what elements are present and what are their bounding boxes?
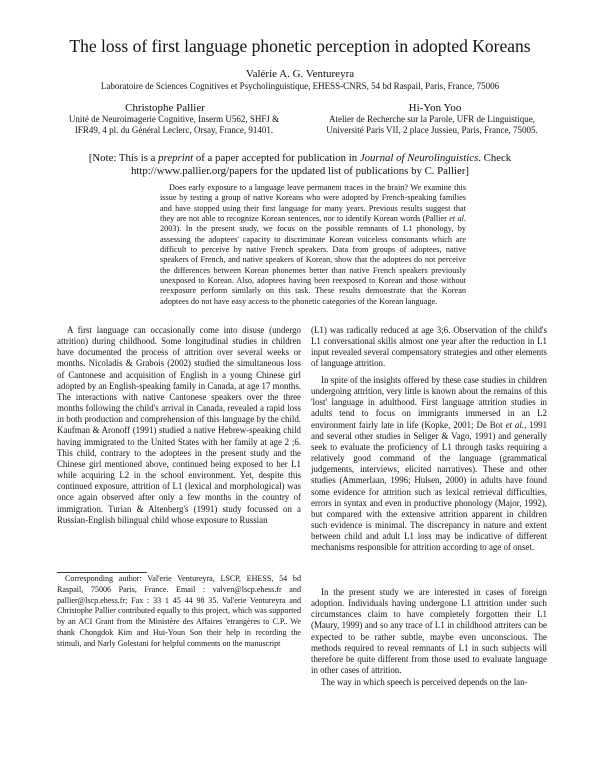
note-line-2: http://www.pallier.org/papers for the updated list of publications by C. Pallier] — [131, 164, 469, 177]
para2-text-2: , 1991 and several other studies in Seliger & Vago, 1991) and generally seek to evaluate the proficiency of L1 through tasks requiring a relatively good command of the language (grammatical judgements, interviews, elicited narratives). These and other studies (Ammerlaan, 1996; Hulsen, 2000) in adults have found some evidence for attrition such as lexical retrieval difficulties, errors in syntax and even in productive phonology (Major, 1992), but compared with the extensive attrition apparent in children such evidence is minimal. The discrepancy in nature and extent between child and adult L1 loss may be indicative of different mechanisms responsible for attrition according to age of onset. — [311, 419, 547, 553]
affiliation-unicog-line2: IFR49, 4 pl. du Général Leclerc, Orsay, France, 91401. — [74, 125, 274, 136]
author-yoo: Hi-Yon Yoo — [408, 102, 462, 114]
abstract-text-2: 2003). In the present study, we focus on the possible remnants of L1 phonology, by assessing the adoptees' capacity to discriminate Korean voiceless consonants which are difficult to perceive by native French speakers. Data from groups of adoptees, native speakers of French, and native speakers of Korean, show that the adoptees do not perceive the differences between Korean phonemes better than native French speakers previously unexposed to Korean. Also, adoptees having been reexposed to Korean and those without reexposure perform similarly on this task. These results demonstrate that the Korean adoptees do not have easy access to the phonetic categories of the Korean language. — [160, 224, 466, 306]
footnote-rule — [57, 572, 147, 573]
affiliation-arp-line1: Atelier de Recherche sur la Parole, UFR de Linguistique, — [329, 114, 535, 124]
affiliation-lscp: Laboratoire de Sciences Cognitives et Psycholinguistique, EHESS-CNRS, 54 bd Raspail, Paris, France, 75006 — [100, 81, 500, 91]
paper-title: The loss of first language phonetic perception in adopted Koreans — [69, 36, 531, 56]
footnote: Corresponding author: Val'erie Ventureyra, LSCP, EHESS, 54 bd Raspail, 75006 Paris, France. Email : valven@lscp.ehess.fr and pallier@lscp.ehess.fr; Fax : 33 1 45 44 98 35. Val'erie Ventureyra and Christophe Pallier contributed equally to this project, which was supported by an ACI Grant from the Ministère des Affaires 'etrangères to C.P.. We thank Chongdok Kim and Hui-Youn Son their help in recording the stimuli, and Narly Golestani for helpful comments on the manuscript — [57, 574, 301, 648]
author-ventureyra: Valérie A. G. Ventureyra — [245, 68, 355, 80]
para2-etal: et al. — [505, 419, 525, 430]
abstract — [160, 183, 466, 307]
abstract-etal: et al. — [449, 214, 467, 224]
affiliation-unicog-line1: Unité de Neuroimagerie Cognitive, Inserm U562, SHFJ & — [68, 114, 280, 124]
note-text-3: . Check — [478, 152, 512, 164]
note-journal: Journal of Neurolinguistics — [359, 152, 479, 164]
abstract-text-1: Does early exposure to a language leave permanent traces in the brain? We examine this issue by testing a group of native Koreans who were adopted by French-speaking families and have stopped using their first language for many years. Previous results suggest that they are not able to recognize Korean sentences, nor to identify Korean words (Pallier — [160, 183, 466, 224]
preprint-note — [40, 152, 560, 177]
para2-text-1: In spite of the insights offered by these case studies in children undergoing attrition, very little is known about the remains of this 'lost' language in adulthood. First language attrition studies in adults tend to focus on immigrants immersed in an L2 environment fairly late in life (Kopke, 2001; De Bot — [311, 375, 547, 430]
body-right-para-4: The way in which speech is perceived depends on the lan- — [321, 677, 528, 687]
author-pallier: Christophe Pallier — [125, 102, 205, 114]
body-left-para-1: A first language can occasionally come into disuse (undergo attrition) during childhood. Some longitudinal studies in children have documented the process of attrition over several weeks or months. Nicoladis & Grabois (2002) studied the simultaneous loss of Cantonese and acquisition of English in a young Chinese girl adopted by an English-speaking family in Canada, at age 17 months. The interactions with native Cantonese speakers over the three months following the child's arrival in Canada, revealed a rapid loss in both production and comprehension of this language by the child. Kaufman & Aronoff (1991) studied a native Hebrew-speaking child having immigrated to the United States with her family at age 2 ;6. This child, contrary to the adoptees in the present study and the Chinese girl mentioned above, continued being exposed to her L1 while acquiring L2 in the school environment. Yet, despite this continued exposure, attrition of L1 (lexical and morphological) was once again observed after only a few months in the country of immigration. Turian & Altenberg's (1991) study focussed on a Russian-English bilingual child whose exposure to Russian — [57, 325, 302, 525]
body-right-para-2 — [311, 375, 547, 554]
body-right-para-3: In the present study we are interested in cases of foreign adoption. Individuals having undergone L1 attrition under such circumstances claim to have completely forgotten their L1 (Maury, 1999) and so any trace of L1 in childhood attriters can be expected to be rather subtle, maybe even unconscious. The methods required to reveal remnants of L1 in such subjects will therefore be quite different from those used to evaluate language in other cases of attrition. — [311, 587, 547, 676]
note-text-2: of a paper accepted for publication in — [193, 152, 360, 164]
affiliation-unicog — [55, 114, 293, 136]
body-right-para-1: (L1) was radically reduced at age 3;6. Observation of the child's L1 conversational skills almost one year after the reduction in L1 input revealed several compensatory strategies and other elements of language attrition. — [311, 325, 547, 369]
note-text-1: [Note: This is a — [88, 152, 159, 164]
affiliation-arp — [296, 114, 568, 136]
note-preprint: preprint — [158, 152, 194, 164]
affiliation-arp-line2: Université Paris VII, 2 place Jussieu, Paris, France, 75005. — [326, 125, 538, 136]
